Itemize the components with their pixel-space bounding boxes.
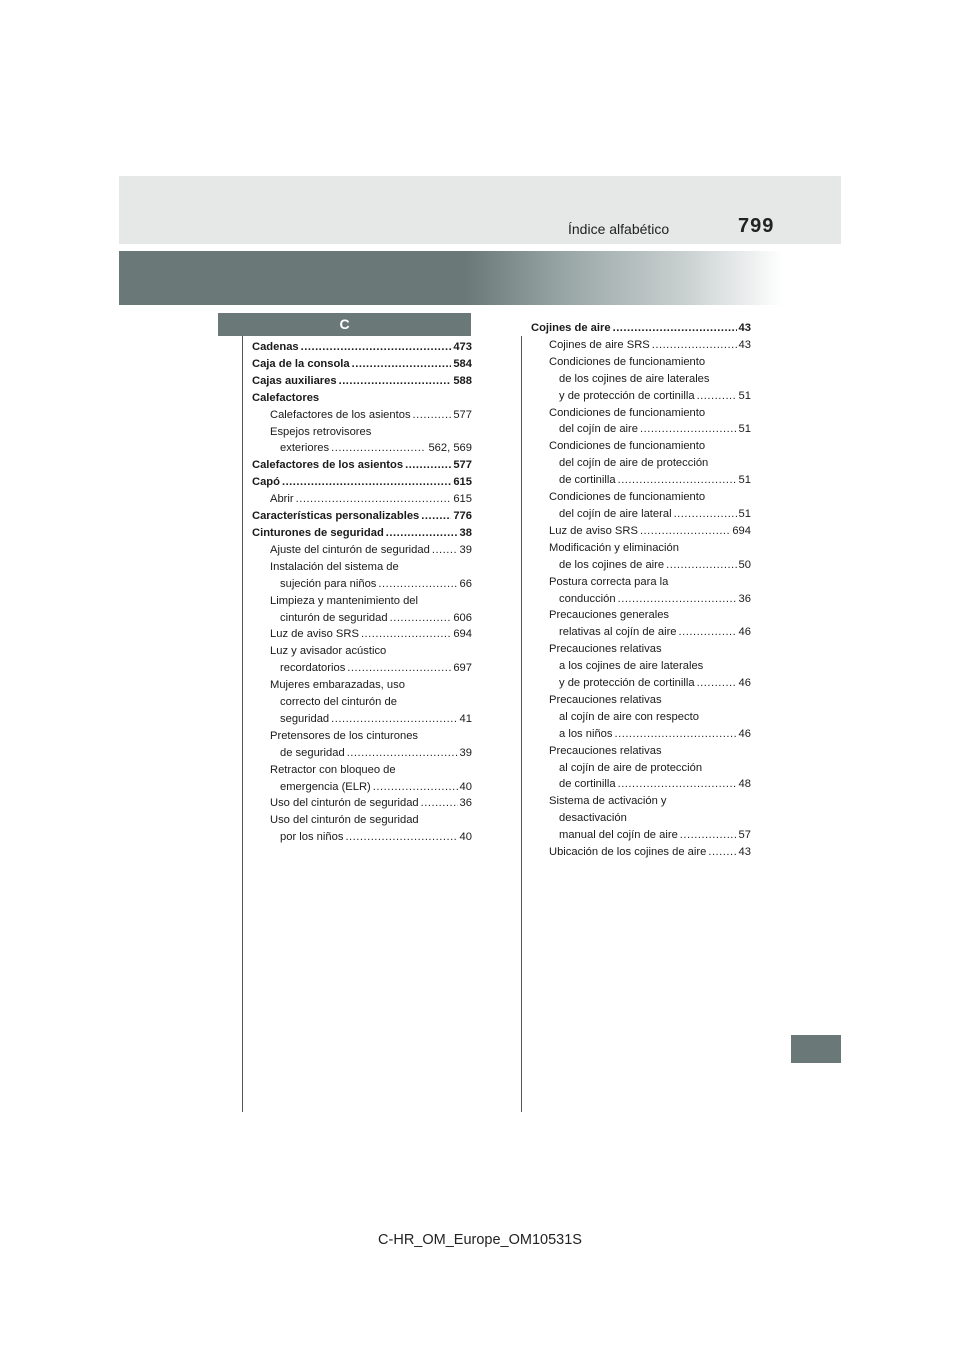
index-entry-text-line: Condiciones de funcionamiento (549, 440, 706, 453)
index-column-1 (252, 339, 472, 846)
index-entry-text: Cadenas (252, 341, 299, 353)
index-entry-text: sujeción para niños (280, 577, 377, 590)
index-entry-text-line: Modificación y eliminación (549, 541, 679, 554)
index-entry-text: de cortinilla (559, 474, 616, 487)
index-entry-text-line: Uso del cinturón de seguridad (270, 814, 419, 827)
index-page-ref: 615 (453, 476, 472, 489)
index-page-ref: 51 (738, 507, 751, 520)
index-entry (252, 356, 472, 373)
index-entry (252, 491, 472, 508)
index-entry (252, 711, 472, 728)
dot-leader (615, 726, 737, 743)
dot-leader (347, 745, 458, 762)
index-page-ref: 776 (453, 510, 472, 523)
index-entry (531, 557, 751, 574)
column-divider-left (242, 336, 243, 1112)
dot-leader (421, 795, 458, 812)
index-entry (531, 675, 751, 692)
dot-leader (378, 576, 457, 593)
index-entry-text-line: al cojín de aire de protección (559, 761, 703, 774)
index-entry-text-line: Precauciones relativas (549, 744, 662, 757)
index-entry (531, 726, 751, 743)
index-page-ref: 46 (738, 626, 751, 639)
index-entry-text-line: Postura correcta para la (549, 575, 669, 588)
index-entry-text-line: Sistema de activación y (549, 795, 667, 808)
index-entry (531, 388, 751, 405)
dot-leader (680, 827, 737, 844)
dot-leader (347, 660, 451, 677)
index-column-2 (531, 320, 751, 861)
index-entry (252, 457, 472, 474)
index-entry-text-line: del cojín de aire de protección (559, 457, 709, 470)
index-entry (531, 624, 751, 641)
index-page-ref: 41 (459, 712, 472, 725)
index-entry-text-line: Precauciones relativas (549, 643, 662, 656)
index-page-ref: 51 (738, 423, 751, 436)
index-entry-text: Calefactores de los asientos (270, 408, 411, 421)
index-entry (252, 440, 472, 457)
column-divider-right (521, 336, 522, 1112)
index-page-ref: 40 (459, 780, 472, 793)
dot-leader (640, 523, 730, 540)
index-page-ref: 38 (459, 526, 472, 539)
index-page-ref: 39 (459, 746, 472, 759)
index-page-ref: 43 (738, 322, 751, 334)
index-entry (252, 795, 472, 812)
index-page-ref: 39 (459, 543, 472, 556)
index-entry-text: Capó (252, 476, 280, 489)
index-page-ref: 584 (453, 357, 472, 370)
index-entry (252, 474, 472, 491)
index-entry-text: manual del cojín de aire (559, 829, 678, 842)
index-letter-heading: C (218, 313, 471, 336)
index-entry-text-line: de los cojines de aire laterales (559, 372, 710, 385)
index-entry-text: exteriores (280, 442, 330, 455)
index-entry-text-line: correcto del cinturón de (280, 696, 397, 709)
index-entry (252, 508, 472, 525)
index-entry (531, 472, 751, 489)
dot-leader (613, 320, 737, 337)
index-page-ref: 694 (732, 524, 751, 537)
index-page-ref: 615 (453, 493, 472, 506)
index-entry (252, 373, 472, 390)
page-number: 799 (738, 215, 775, 237)
index-entry-text: cinturón de seguridad (280, 611, 388, 624)
index-page-ref: 48 (738, 778, 751, 791)
index-entry (252, 525, 472, 542)
index-entry (531, 827, 751, 844)
index-entry-text-line: a los cojines de aire laterales (559, 660, 704, 673)
index-entry-text-line: al cojín de aire con respecto (559, 710, 699, 723)
index-entry-text-line: Precauciones relativas (549, 693, 662, 706)
index-entry-text: Calefactores de los asientos (252, 459, 404, 472)
index-entry-text-line: Espejos retrovisores (270, 425, 372, 438)
index-entry (531, 844, 751, 861)
dot-leader (339, 373, 452, 390)
index-entry-text: Cinturones de seguridad (252, 526, 384, 539)
document-footer: C-HR_OM_Europe_OM10531S (378, 1232, 582, 1248)
dot-leader (618, 776, 737, 793)
index-entry-text-line: Condiciones de funcionamiento (549, 355, 706, 368)
index-entry-text-line: Retractor con bloqueo de (270, 763, 396, 776)
dot-leader (405, 457, 451, 474)
index-page-ref: 588 (453, 374, 472, 387)
index-entry (252, 779, 472, 796)
dot-leader (345, 829, 457, 846)
index-entry (252, 610, 472, 627)
index-entry-text: y de protección de cortinilla (559, 677, 695, 690)
dot-leader (674, 506, 737, 523)
dot-leader (282, 474, 451, 491)
header-band (119, 176, 841, 244)
index-page-ref: 697 (453, 662, 472, 675)
index-page-ref: 57 (738, 829, 751, 842)
index-entry (531, 591, 751, 608)
index-page-ref: 473 (453, 341, 472, 353)
index-entry (252, 576, 472, 593)
decorative-gradient-bar (119, 251, 841, 305)
dot-leader (413, 407, 452, 424)
index-page-ref: 577 (453, 459, 472, 472)
index-entry-text: recordatorios (280, 662, 346, 675)
index-entry-text: seguridad (280, 712, 330, 725)
dot-leader (708, 844, 736, 861)
index-entry-text: Luz de aviso SRS (549, 524, 638, 537)
dot-leader (386, 525, 458, 542)
index-entry-text: Caja de la consola (252, 357, 350, 370)
index-entry-text: por los niños (280, 831, 344, 844)
index-entry (531, 320, 751, 337)
index-entry-text: de cortinilla (559, 778, 616, 791)
index-entry (252, 745, 472, 762)
index-entry-text-line: Luz y avisador acústico (270, 645, 387, 658)
index-entry (531, 506, 751, 523)
index-page-ref: 51 (738, 389, 751, 402)
index-entry-text: de los cojines de aire (559, 558, 665, 571)
index-entry-text: conducción (559, 592, 616, 605)
index-entry-text-line: Pretensores de los cinturones (270, 729, 419, 742)
index-page-ref: 40 (459, 831, 472, 844)
index-page-ref: 43 (738, 338, 751, 351)
dot-leader (421, 508, 451, 525)
dot-leader (666, 557, 736, 574)
index-page-ref: 562, 569 (428, 442, 472, 455)
index-page-ref: 50 (738, 558, 751, 571)
index-entry (252, 339, 472, 356)
index-page-ref: 46 (738, 727, 751, 740)
index-entry (531, 421, 751, 438)
index-entry (252, 407, 472, 424)
index-entry (252, 829, 472, 846)
dot-leader (640, 421, 737, 438)
dot-leader (432, 542, 458, 559)
section-thumb-tab (791, 1035, 841, 1063)
dot-leader (652, 337, 737, 354)
index-entry (252, 542, 472, 559)
index-entry-text-line: Mujeres embarazadas, uso (270, 679, 405, 692)
index-entry-text: relativas al cojín de aire (559, 626, 677, 639)
dot-leader (301, 339, 452, 356)
index-entry-text: Cajas auxiliares (252, 374, 337, 387)
index-page-ref: 36 (738, 592, 751, 605)
dot-leader (618, 591, 737, 608)
index-entry (252, 660, 472, 677)
index-entry (252, 626, 472, 643)
dot-leader (618, 472, 737, 489)
section-title: Índice alfabético (568, 221, 670, 237)
index-entry-text-line: Calefactores (252, 391, 320, 404)
index-entry-text: del cojín de aire (559, 423, 638, 436)
index-entry-text: Uso del cinturón de seguridad (270, 797, 419, 810)
index-page-ref: 606 (453, 611, 472, 624)
dot-leader (331, 440, 426, 457)
index-entry-text-line: Limpieza y mantenimiento del (270, 594, 418, 607)
dot-leader (296, 491, 452, 508)
index-entry-text-line: Instalación del sistema de (270, 560, 399, 573)
index-page-ref: 36 (459, 797, 472, 810)
index-page-ref: 51 (738, 474, 751, 487)
index-entry-text-line: Condiciones de funcionamiento (549, 491, 706, 504)
index-entry-text: Ubicación de los cojines de aire (549, 846, 707, 859)
index-page-ref: 694 (453, 628, 472, 641)
index-entry-text: Luz de aviso SRS (270, 628, 359, 641)
index-entry-text: de seguridad (280, 746, 345, 759)
dot-leader (390, 610, 452, 627)
index-page-ref: 577 (453, 408, 472, 421)
index-entry-text: Cojines de aire (531, 322, 611, 334)
index-entry-text: Características personalizables (252, 510, 420, 523)
index-entry-text-line: desactivación (559, 812, 627, 825)
dot-leader (361, 626, 451, 643)
index-entry (531, 337, 751, 354)
index-entry-text: y de protección de cortinilla (559, 389, 695, 402)
index-page-ref: 46 (738, 677, 751, 690)
index-entry-text: a los niños (559, 727, 613, 740)
dot-leader (679, 624, 737, 641)
dot-leader (373, 779, 458, 796)
index-entry-text: emergencia (ELR) (280, 780, 371, 793)
dot-leader (331, 711, 457, 728)
dot-leader (697, 388, 737, 405)
index-entry-text: Ajuste del cinturón de seguridad (270, 543, 430, 556)
index-entry-text: Cojines de aire SRS (549, 338, 650, 351)
dot-leader (697, 675, 737, 692)
index-entry-text-line: Precauciones generales (549, 609, 670, 622)
index-entry (531, 776, 751, 793)
index-page-ref: 43 (738, 846, 751, 859)
index-entry-text: del cojín de aire lateral (559, 507, 672, 520)
index-entry-text: Abrir (270, 493, 294, 506)
dot-leader (352, 356, 452, 373)
index-entry (531, 523, 751, 540)
index-entry-text-line: Condiciones de funcionamiento (549, 406, 706, 419)
index-page-ref: 66 (459, 577, 472, 590)
